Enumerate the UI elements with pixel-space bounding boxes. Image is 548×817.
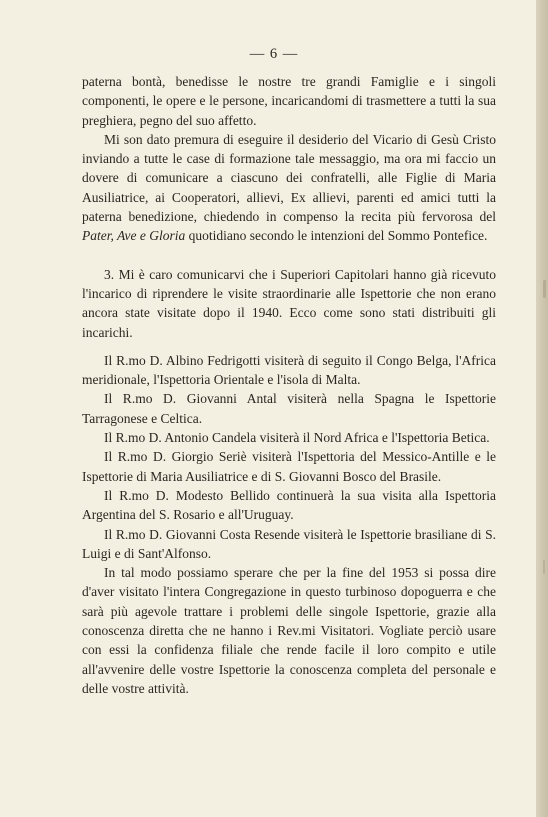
prayer-names: Pater, Ave e Gloria [82, 228, 186, 244]
paragraph-visitor-antal: Il R.mo D. Giovanni Antal visiterà nella Spagna le Ispettorie Tarragonese e Celtica. [82, 391, 496, 426]
page-edge [536, 0, 548, 817]
edge-mark [543, 280, 546, 298]
section-gap [82, 342, 496, 351]
section-gap [82, 246, 496, 265]
paragraph-continuation: paterna bontà, benedisse le nostre tre grandi Famiglie e i singoli componenti, le opere e le persone, incaricandomi di trasmettere a tutti la sua preghiera, pegno del suo affetto. [82, 74, 496, 128]
paragraph-visitor-serie: Il R.mo D. Giorgio Seriè visiterà l'Ispettoria del Messico-Antille e le Ispettorie di Maria Ausiliatrice e di S. Giovanni Bosco del Brasile. [82, 449, 496, 484]
page-number: — 6 — [249, 46, 299, 62]
body-text [82, 72, 496, 698]
paragraph-visitor-costa-resende: Il R.mo D. Giovanni Costa Resende visiterà le Ispettorie brasiliane di S. Luigi e di Sant'Alfonso. [82, 526, 496, 561]
paragraph-conclusion: In tal modo possiamo sperare che per la fine del 1953 si possa dire d'aver visitato l'intera Congregazione in questo turbinoso dopoguerra e che sarà più agevole trattare i problemi delle singole Ispettorie, grazie alla conoscenza diretta che ne hanno i Rev.mi Visitatori. Vogliate perciò usare con essi la confidenza filiale che rende facile il loro compito e utile all'avvenire delle vostre Ispettorie la conoscenza completa del personale e delle vostre attività. [82, 565, 496, 696]
paragraph-visitor-bellido: Il R.mo D. Modesto Bellido continuerà la sua visita alla Ispettoria Argentina del S. Rosario e all'Uruguay. [82, 487, 496, 523]
text-run: Mi son dato premura di eseguire il desiderio del Vicario di Gesù Cristo inviando a tutte le case di formazione tale messaggio, ma ora mi faccio un dovere di comunicare a ciascuno dei confratelli, alle Figlie di Maria Ausiliatrice, ai Cooperatori, allievi, Ex allievi, parenti ed amici tutti la paterna benedizione, chiedendo in compenso la recita più fervorosa del [82, 131, 496, 225]
edge-mark [543, 560, 545, 574]
paragraph-visitor-candela: Il R.mo D. Antonio Candela visiterà il Nord Africa e l'Ispettoria Betica. [104, 430, 490, 446]
paragraph-benediction [82, 130, 496, 246]
text-run: quotidiano secondo le intenzioni del Sommo Pontefice. [185, 228, 488, 244]
paragraph-section-3: 3. Mi è caro comunicarvi che i Superiori Capitolari hanno già ricevuto l'incarico di riprendere le visite straordinarie alle Ispettorie che non erano ancora state visitate dopo il 1940. Ecco come sono stati distribuiti gli incarichi. [82, 266, 496, 340]
paragraph-visitor-fedrigotti: Il R.mo D. Albino Fedrigotti visiterà di seguito il Congo Belga, l'Africa meridionale, l'Ispettoria Orientale e l'isola di Malta. [82, 352, 496, 388]
